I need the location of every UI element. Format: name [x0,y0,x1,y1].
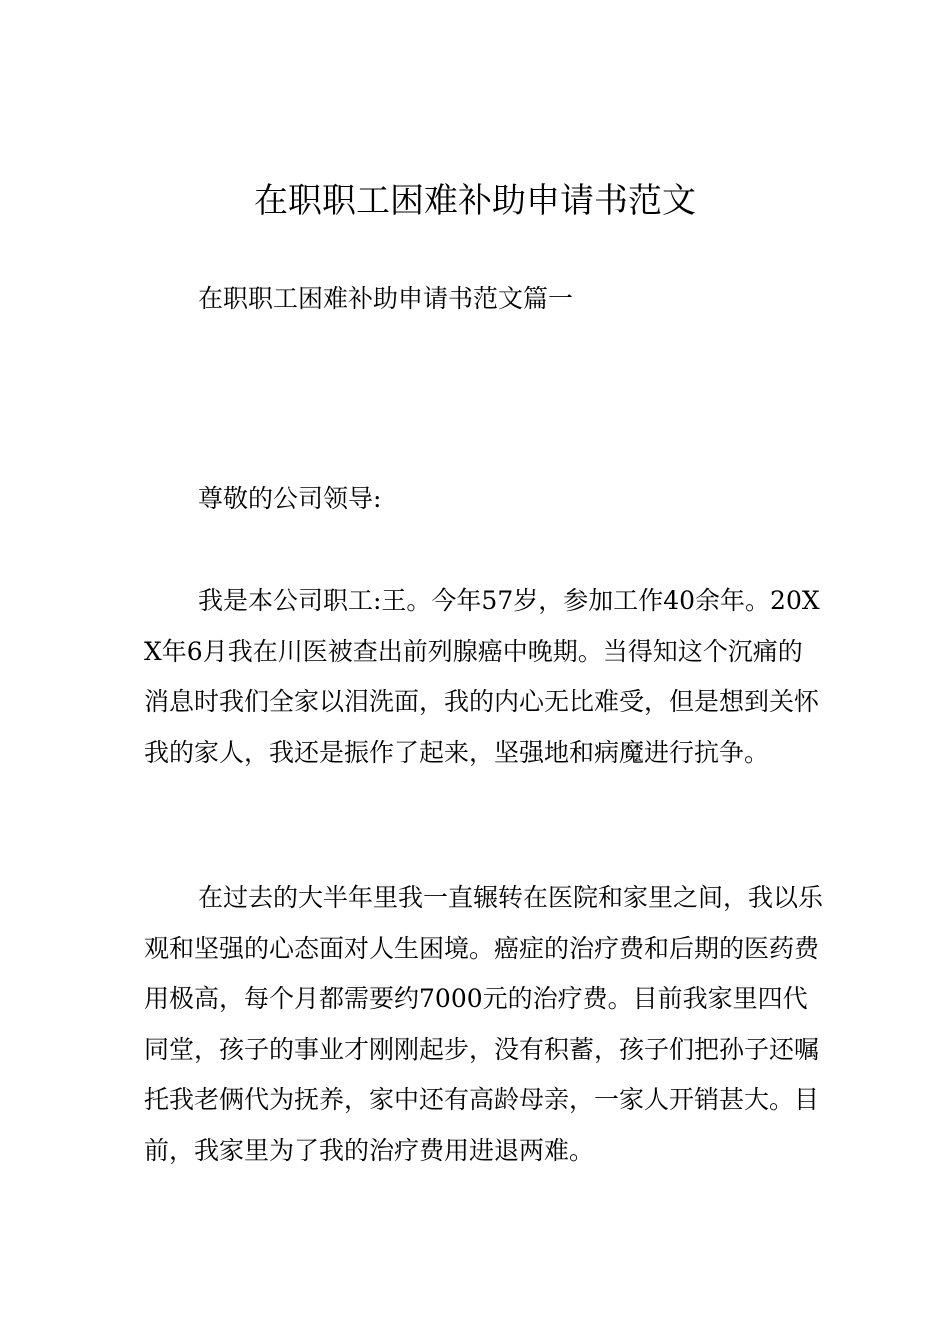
document-subtitle: 在职职工困难补助申请书范文篇一 [198,284,574,313]
body-paragraph-2: 在过去的大半年里我一直辗转在医院和家里之间，我以乐观和坚强的心态面对人生困境。癌症的治疗费和后期的医药费用极高，每个月都需要约7000元的治疗费。目前我家里四代同堂，孩子的事业才刚刚起步，没有积蓄，孩子们把孙子还嘱托我老俩代为抚养，家中还有高龄母亲，一家人开销甚大。目前，我家里为了我的治疗费用进退两难。 [144,883,824,1165]
document-title: 在职职工困难补助申请书范文 [254,181,696,221]
salutation: 尊敬的公司领导: [198,484,382,513]
body-paragraph-1: 我是本公司职工:王。今年57岁，参加工作40余年。20XX年6月我在川医被查出前列腺癌中晚期。当得知这个沉痛的消息时我们全家以泪洗面，我的内心无比难受，但是想到关怀我的家人，我还是振作了起来，坚强地和病魔进行抗争。 [144,586,820,767]
